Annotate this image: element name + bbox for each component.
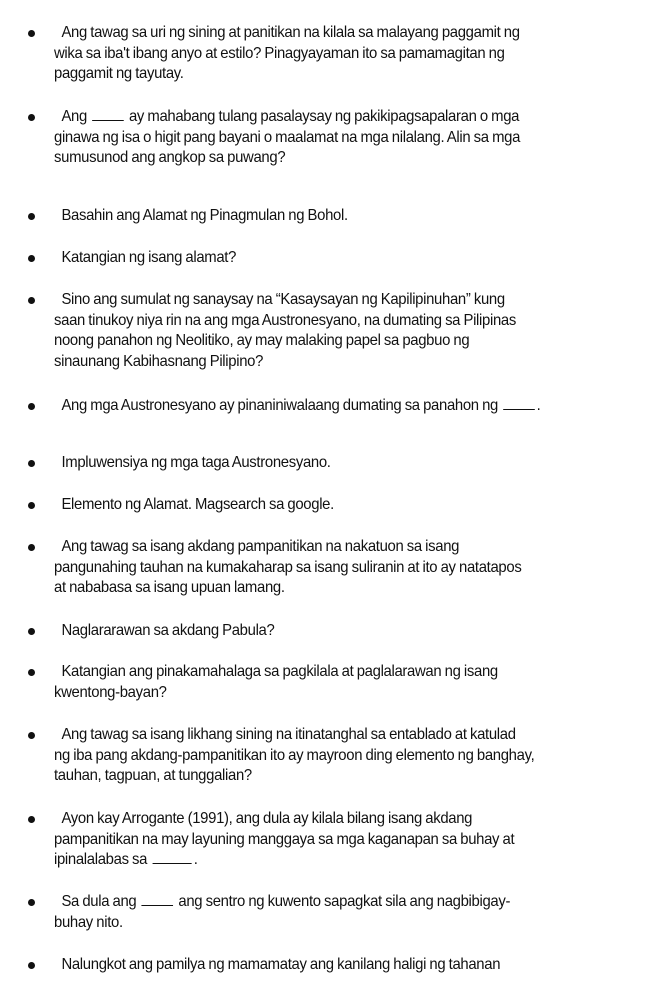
list-item-line: Katangian ng isang alamat? [61, 249, 237, 266]
list-item-line: saan tinukoy niya rin na ang mga Austronesyano, na dumating sa Pilipinas [54, 311, 516, 329]
bullet-icon [28, 403, 35, 410]
list-item [54, 621, 623, 642]
list-item [54, 107, 623, 169]
list-item [54, 290, 623, 372]
list-item-line: Ang tawag sa uri ng sining at panitikan na kilala sa malayang paggamit ng [61, 24, 520, 41]
list-item-line: sinaunang Kabihasnang Pilipino? [54, 352, 264, 370]
list-item-line: Ang ay mahabang tulang pasalaysay ng pakikipagsapalaran o mga [61, 108, 520, 125]
list-item-line: sumusunod ang angkop sa puwang? [54, 149, 286, 167]
bullet-icon [28, 30, 35, 37]
list-item-line: paggamit ng tayutay. [54, 65, 184, 83]
bullet-icon [28, 114, 35, 121]
list-item-line: Ang mga Austronesyano ay pinaniniwalaang dumating sa panahon ng . [61, 397, 541, 414]
list-item-line: ginawa ng isa o higit pang bayani o maalamat na mga nilalang. Alin sa mga [54, 128, 521, 146]
bullet-icon [28, 962, 35, 969]
bullet-icon [28, 899, 35, 906]
list-item [54, 662, 623, 703]
bullet-icon [28, 628, 35, 635]
list-item [54, 248, 623, 269]
list-item [54, 23, 623, 85]
bullet-icon [28, 297, 35, 304]
fill-in-blank [92, 107, 124, 121]
list-item-line: kwentong-bayan? [54, 683, 167, 701]
bullet-icon [28, 816, 35, 823]
list-item-line: Impluwensiya ng mga taga Austronesyano. [61, 454, 331, 471]
bullet-icon [28, 544, 35, 551]
bullet-icon [28, 255, 35, 262]
list-item-line: ipinalalabas sa . [54, 851, 198, 869]
list-item [54, 206, 623, 227]
list-item-line: Basahin ang Alamat ng Pinagmulan ng Bohol. [61, 207, 348, 224]
list-item-line: Sa dula ang ang sentro ng kuwento sapagkat sila ang nagbibigay- [61, 893, 511, 910]
list-item-line: buhay nito. [54, 913, 123, 931]
bullet-icon [28, 502, 35, 509]
list-item-line: wika sa iba't ibang anyo at estilo? Pinagyayaman ito sa pamamagitan ng [54, 44, 505, 62]
list-item [54, 955, 623, 976]
list-item-line: Nalungkot ang pamilya ng mamamatay ang kanilang haligi ng tahanan [61, 956, 501, 973]
fill-in-blank [142, 892, 174, 906]
list-item-line: Ang tawag sa isang akdang pampanitikan na nakatuon sa isang [61, 538, 460, 555]
list-item-line: tauhan, tagpuan, at tunggalian? [54, 767, 252, 785]
list-item-line: pampanitikan na may layuning manggaya sa mga kaganapan sa buhay at [54, 830, 515, 848]
list-item [54, 809, 623, 871]
list-item-line: pangunahing tauhan na kumakaharap sa isang suliranin at ito ay natatapos [54, 558, 522, 576]
fill-in-blank [503, 396, 535, 410]
list-item [54, 396, 623, 417]
list-item-line: Elemento ng Alamat. Magsearch sa google. [61, 496, 334, 513]
list-item-line: Naglararawan sa akdang Pabula? [61, 622, 275, 639]
bullet-icon [28, 213, 35, 220]
list-item [54, 495, 623, 516]
bullet-icon [28, 460, 35, 467]
list-item-line: Sino ang sumulat ng sanaysay na “Kasaysayan ng Kapilipinuhan” kung [61, 291, 505, 308]
list-item [54, 537, 623, 599]
list-item-line: Ayon kay Arrogante (1991), ang dula ay kilala bilang isang akdang [61, 810, 473, 827]
bullet-icon [28, 669, 35, 676]
fill-in-blank [152, 850, 192, 864]
list-item-line: at nababasa sa isang upuan lamang. [54, 579, 285, 597]
list-item-line: Katangian ang pinakamahalaga sa pagkilala at paglalarawan ng isang [61, 663, 498, 680]
list-item [54, 453, 623, 474]
list-item-line: noong panahon ng Neolitiko, ay may malaking papel sa pagbuo ng [54, 332, 470, 350]
list-item [54, 725, 623, 787]
list-item-line: Ang tawag sa isang likhang sining na itinatanghal sa entablado at katulad [61, 726, 516, 743]
bullet-icon [28, 732, 35, 739]
list-item-line: ng iba pang akdang-pampanitikan ito ay mayroon ding elemento ng banghay, [54, 746, 535, 764]
list-item [54, 892, 623, 933]
